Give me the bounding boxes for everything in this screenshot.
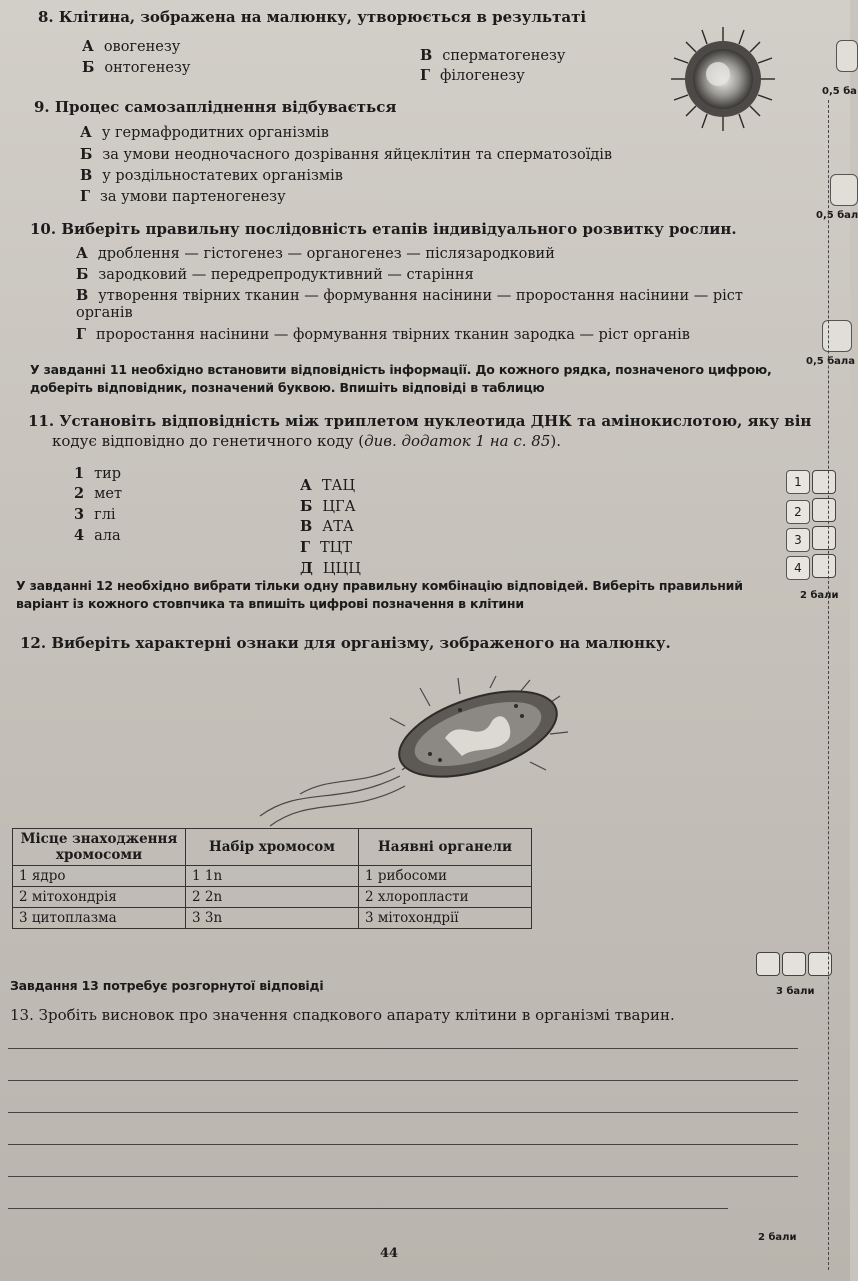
q12-answer-cell[interactable] bbox=[756, 952, 780, 976]
q11-answer-cell[interactable] bbox=[812, 526, 836, 550]
answer-line[interactable] bbox=[8, 1208, 728, 1209]
q10-option-c: В утворення твірних тканин — формування насінини — проростання насінини — ріст bbox=[76, 287, 743, 304]
q10-option-a: А дроблення — гістогенез — органогенез — післязародковий bbox=[76, 245, 555, 262]
q10-score: 0,5 бала bbox=[806, 356, 855, 367]
instruction-12-line1: У завданні 12 необхідно вибрати тільки одну правильну комбінацію відповідей. Виберіть правильний bbox=[16, 578, 743, 593]
answer-line[interactable] bbox=[8, 1144, 798, 1145]
table-cell: 2 мітохондрія bbox=[13, 887, 186, 908]
q8-score: 0,5 ба bbox=[822, 86, 857, 97]
q12-header-location: Місце знаходження хромосоми bbox=[13, 829, 186, 866]
q11-right-item: Д ЦЦЦ bbox=[300, 560, 361, 577]
q9-option-b: Б за умови неодночасного дозрівання яйцеклітин та сперматозоїдів bbox=[80, 146, 613, 163]
table-cell: 1 ядро bbox=[13, 866, 186, 887]
q12-text: 12. Виберіть характерні ознаки для організму, зображеного на малюнку. bbox=[20, 634, 671, 652]
q8-answer-box[interactable] bbox=[836, 40, 858, 72]
table-row bbox=[13, 887, 532, 908]
q9-answer-box[interactable] bbox=[830, 174, 858, 206]
table-cell: 3 мітохондрії bbox=[359, 908, 532, 929]
q12-header-set: Набір хромосом bbox=[186, 829, 359, 866]
q11-answer-cell[interactable] bbox=[812, 470, 836, 494]
answer-line[interactable] bbox=[8, 1080, 798, 1081]
table-cell: 3 3n bbox=[186, 908, 359, 929]
q10-text: 10. Виберіть правильну послідовність етапів індивідуального розвитку рослин. bbox=[30, 220, 737, 238]
q10-option-b: Б зародковий — передрепродуктивний — старіння bbox=[76, 266, 474, 283]
instruction-13: Завдання 13 потребує розгорнутої відповіді bbox=[10, 978, 324, 993]
q11-left-item: 2 мет bbox=[74, 485, 122, 502]
q11-right-item: А ТАЦ bbox=[300, 477, 356, 494]
q11-left-item: 4 ала bbox=[74, 527, 121, 544]
q9-option-d: Г за умови партеногенезу bbox=[80, 188, 286, 205]
q13-text: 13. Зробіть висновок про значення спадкового апарату клітини в організмі тварин. bbox=[10, 1006, 675, 1024]
q11-answer-row-number: 3 bbox=[786, 528, 810, 552]
q13-score: 2 бали bbox=[758, 1232, 797, 1243]
q12-score: 3 бали bbox=[776, 986, 815, 997]
q8-option-d: Г філогенезу bbox=[420, 67, 525, 84]
instruction-12-line2: варіант із кожного стовпчика та впишіть цифрові позначення в клітини bbox=[16, 596, 524, 611]
q11-answer-row-number: 2 bbox=[786, 500, 810, 524]
q8-option-c: В сперматогенезу bbox=[420, 47, 566, 64]
table-cell: 2 2n bbox=[186, 887, 359, 908]
q11-right-item: Г ТЦТ bbox=[300, 539, 353, 556]
q8-option-a: А овогенезу bbox=[82, 38, 181, 55]
q11-answer-row-number: 4 bbox=[786, 556, 810, 580]
q8-option-b: Б онтогенезу bbox=[82, 59, 191, 76]
q11-answer-cell[interactable] bbox=[812, 554, 836, 578]
page-number: 44 bbox=[380, 1246, 399, 1261]
table-cell: 2 хлоропласти bbox=[359, 887, 532, 908]
q9-option-c: В у роздільностатевих організмів bbox=[80, 167, 343, 184]
q10-answer-box[interactable] bbox=[822, 320, 852, 352]
q9-option-a: А у гермафродитних організмів bbox=[80, 124, 329, 141]
q11-text-line2: кодує відповідно до генетичного коду (див. додаток 1 на с. 85). bbox=[52, 432, 562, 450]
table-row bbox=[13, 908, 532, 929]
q10-option-c-cont: органів bbox=[76, 305, 133, 321]
q8-text: 8. Клітина, зображена на малюнку, утворюється в результаті bbox=[38, 8, 587, 26]
q9-text: 9. Процес самозапліднення відбувається bbox=[34, 98, 397, 116]
instruction-11-line1: У завданні 11 необхідно встановити відповідність інформації. До кожного рядка, позначеного цифрою, bbox=[30, 362, 772, 377]
answer-line[interactable] bbox=[8, 1176, 798, 1177]
egg-cell-image bbox=[668, 24, 778, 134]
q11-left-item: 3 глі bbox=[74, 506, 116, 523]
table-cell: 3 цитоплазма bbox=[13, 908, 186, 929]
table-cell: 1 1n bbox=[186, 866, 359, 887]
table-cell: 1 рибосоми bbox=[359, 866, 532, 887]
table-row bbox=[13, 866, 532, 887]
q12-header-organelles: Наявні органели bbox=[359, 829, 532, 866]
q11-answer-cell[interactable] bbox=[812, 498, 836, 522]
answer-line[interactable] bbox=[8, 1048, 798, 1049]
q12-table bbox=[12, 828, 532, 929]
bacterium-image bbox=[230, 676, 580, 836]
q11-right-item: Б ЦГА bbox=[300, 498, 356, 515]
q11-left-item: 1 тир bbox=[74, 465, 122, 482]
q11-right-item: В АТА bbox=[300, 518, 354, 535]
q11-answer-row-number: 1 bbox=[786, 470, 810, 494]
instruction-11-line2: доберіть відповідник, позначений буквою. Впишіть відповіді в таблицю bbox=[30, 380, 545, 395]
answer-line[interactable] bbox=[8, 1112, 798, 1113]
q10-option-d: Г проростання насінини — формування твірних тканин зародка — ріст органів bbox=[76, 326, 690, 343]
q9-score: 0,5 бал bbox=[816, 210, 858, 221]
q12-answer-cell[interactable] bbox=[782, 952, 806, 976]
q11-score: 2 бали bbox=[800, 590, 839, 601]
q11-text-line1: 11. Установіть відповідність між триплетом нуклеотида ДНК та амінокислотою, яку він bbox=[28, 412, 812, 430]
cut-line bbox=[828, 100, 829, 1270]
